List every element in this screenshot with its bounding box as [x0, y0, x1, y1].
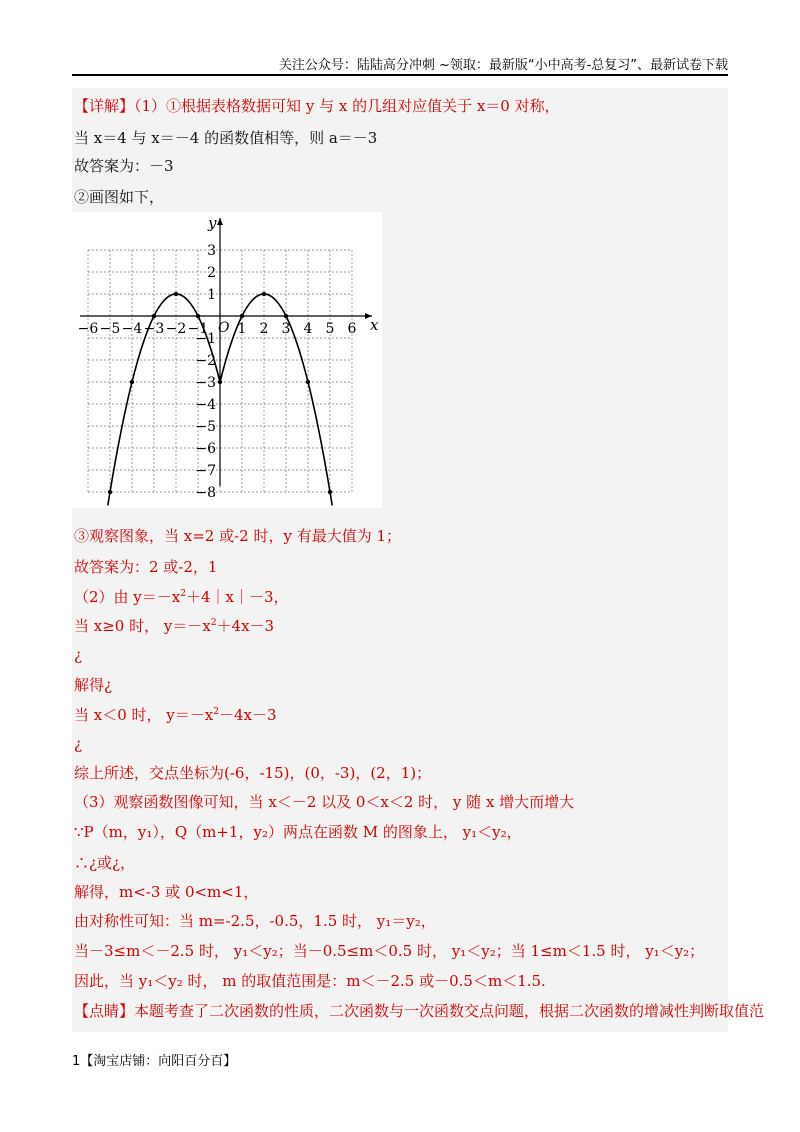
data-point	[240, 314, 244, 318]
y-tick-label: 3	[207, 243, 216, 259]
x-tick-label: −5	[99, 321, 121, 337]
header-divider	[72, 74, 728, 76]
text-line-14: （3）观察函数图像可知，当 x＜－2 以及 0＜x＜2 时， y 随 x 增大而增大	[74, 793, 575, 811]
data-point	[174, 292, 178, 296]
x-tick-label: 1	[237, 321, 247, 337]
y-tick-label: −5	[195, 419, 216, 435]
text-line-2: 当 x＝4 与 x＝－4 的函数值相等，则 a＝－3	[74, 129, 378, 147]
data-point	[306, 380, 310, 384]
detail-text: （1）①根据表格数据可知 y 与 x 的几组对应值关于 x＝0 对称，	[134, 97, 560, 115]
y-tick-label: −6	[195, 441, 216, 457]
text-line-10: 解得¿	[74, 676, 113, 694]
y-tick-label: −3	[195, 375, 216, 391]
y-tick-label: −4	[195, 397, 216, 413]
text-line-1	[74, 96, 560, 116]
x-tick-label: 6	[347, 321, 357, 337]
x-tick-label: −2	[165, 321, 187, 337]
text-line-13: 综上所述，交点坐标为(-6，-15)，(0，-3)，(2，1)；	[74, 764, 432, 782]
text-line-4: ②画图如下，	[74, 188, 165, 206]
text-line-19: 当－3≤m＜－2.5 时， y₁＜y₂；当－0.5≤m＜0.5 时， y₁＜y₂；当 1≤m＜1.5 时， y₁＜y₂；	[74, 942, 705, 960]
x-tick-label: −3	[143, 321, 165, 337]
y-tick-label: −7	[195, 463, 216, 479]
text-line-11: 当 x＜0 时， $y=-x^2-4x-3$	[74, 706, 277, 724]
data-point	[152, 314, 156, 318]
x-axis-label: x	[370, 316, 379, 334]
comment-text: 本题考查了二次函数的性质，二次函数与一次函数交点问题，根据二次函数的增减性判断取值范	[134, 1002, 765, 1020]
y-tick-label: 1	[207, 287, 216, 303]
text-line-7: （2）由 $y=-x^2+4|x|-3$，	[74, 588, 289, 606]
text-line-3: 故答案为：－3	[74, 157, 174, 175]
text-line-6: 故答案为：2 或-2，1	[74, 558, 218, 576]
text-line-12: ¿	[74, 735, 83, 753]
page-header: 关注公众号：陆陆高分冲刺 ~领取：最新版“小中高考-总复习”、最新试卷下载	[278, 58, 728, 73]
y-axis-arrow	[217, 218, 223, 225]
comment-tag: 【点睛】	[74, 1002, 135, 1020]
x-tick-label: −6	[77, 321, 99, 337]
x-tick-label: 3	[281, 321, 291, 337]
x-tick-label: 4	[303, 321, 313, 337]
y-tick-label: −8	[195, 485, 216, 501]
data-point	[328, 490, 332, 494]
text-line-16: ∴¿或¿，	[74, 854, 136, 872]
x-tick-label: 2	[259, 321, 269, 337]
page-footer: 1【淘宝店铺：向阳百分百】	[72, 1054, 237, 1069]
y-tick-label: 2	[207, 265, 216, 281]
data-point	[108, 490, 112, 494]
y-tick-label: −1	[195, 331, 216, 347]
text-line-20: 因此，当 y₁＜y₂ 时， m 的取值范围是：m＜－2.5 或－0.5＜m＜1.5.	[74, 972, 546, 990]
x-tick-label: −4	[121, 321, 143, 337]
data-point	[218, 380, 222, 384]
origin-label: O	[218, 320, 230, 336]
y-axis-label: y	[208, 214, 217, 232]
text-line-21	[74, 1001, 764, 1021]
text-line-5: ③观察图象，当 x=2 或-2 时，y 有最大值为 1；	[74, 527, 402, 545]
text-line-18: 由对称性可知：当 m=-2.5，-0.5，1.5 时， y₁＝y₂，	[74, 912, 436, 930]
data-point	[196, 314, 200, 318]
text-line-8: 当 x≥0 时， $y=-x^2+4x-3$	[74, 617, 275, 635]
x-tick-label: −1	[187, 321, 209, 337]
text-line-9: ¿	[74, 646, 83, 664]
data-point	[262, 292, 266, 296]
graph-svg	[72, 212, 382, 508]
y-tick-label: −2	[195, 353, 216, 369]
function-graph	[72, 212, 382, 508]
data-point	[284, 314, 288, 318]
data-point	[130, 380, 134, 384]
text-line-17: 解得，m<-3 或 0<m<1，	[74, 883, 259, 901]
curve-right-branch	[220, 294, 332, 505]
detail-tag: 【详解】	[74, 97, 135, 115]
text-line-15: ∵P（m，y₁），Q（m+1，y₂）两点在函数 M 的图象上， y₁＜y₂，	[74, 823, 522, 841]
x-tick-label: 5	[325, 321, 335, 337]
